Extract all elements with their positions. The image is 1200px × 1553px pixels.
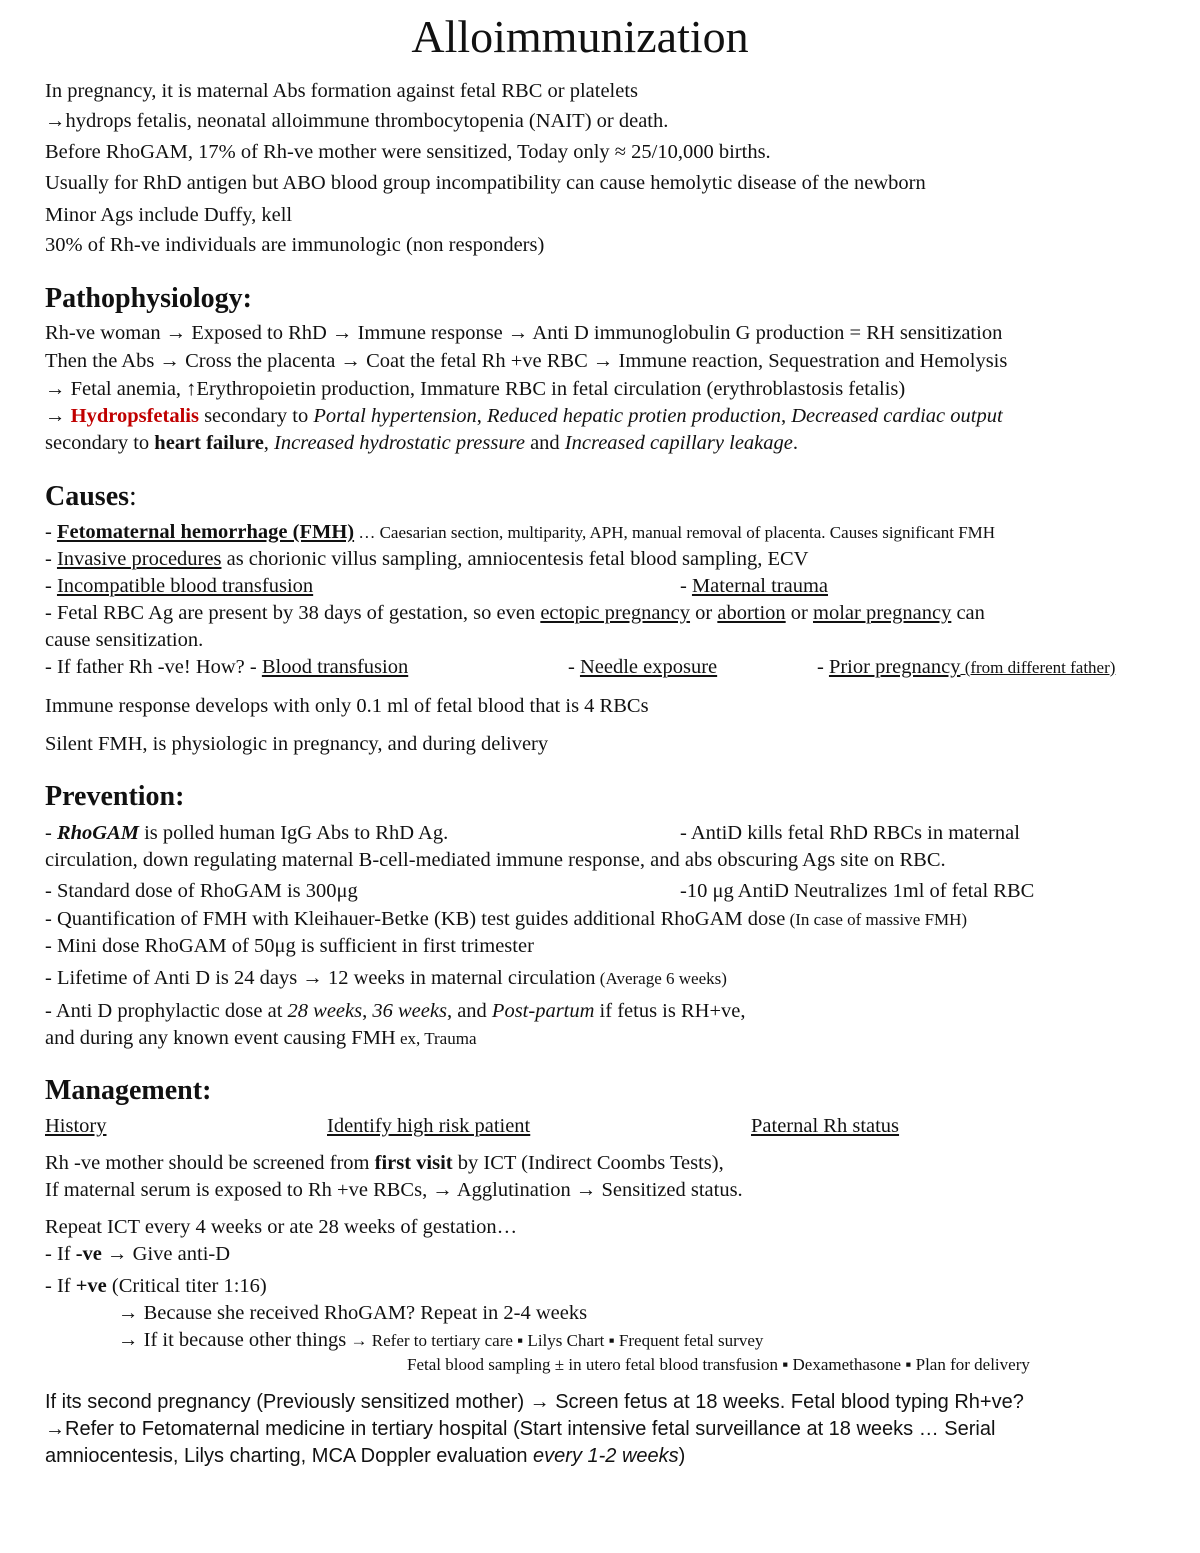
management-line-7: → If it because other things → Refer to tertiary care ▪ Lilys Chart ▪ Frequent fetal survey bbox=[118, 1329, 764, 1351]
intro-line-5: Minor Ags include Duffy, kell bbox=[45, 204, 293, 226]
intro-line-2: →hydrops fetalis, neonatal alloimmune thrombocytopenia (NAIT) or death. bbox=[45, 110, 669, 132]
text: . bbox=[792, 432, 798, 454]
management-col-paternal: Paternal Rh status bbox=[751, 1115, 900, 1137]
heart-failure-term: heart failure bbox=[154, 432, 264, 454]
management-line-4: - If -ve → Give anti-D bbox=[45, 1243, 231, 1265]
prevention-line-7: - Anti D prophylactic dose at 28 weeks, 36 weeks, and Post-partum if fetus is RH+ve, bbox=[45, 1000, 746, 1022]
cause-term: Increased hydrostatic pressure bbox=[274, 432, 525, 454]
hydrops-fetalis-term: Hydropsfetalis bbox=[70, 405, 199, 427]
causes-line-6a: - If father Rh -ve! How? - Blood transfusion bbox=[45, 656, 409, 678]
patho-line-2: Then the Abs → Cross the placenta → Coat the fetal Rh +ve RBC → Immune reaction, Sequestration and Hemolysis bbox=[45, 350, 1008, 372]
pathophysiology-heading: Pathophysiology: bbox=[45, 283, 252, 314]
page-title: Alloimmunization bbox=[411, 11, 749, 62]
management-line-6: → Because she received RhoGAM? Repeat in 2-4 weeks bbox=[118, 1302, 588, 1324]
intro-line-1: In pregnancy, it is maternal Abs formation against fetal RBC or platelets bbox=[45, 80, 639, 102]
text: , bbox=[263, 432, 275, 454]
second-pregnancy-line-2: →Refer to Fetomaternal medicine in tertiary hospital (Start intensive fetal surveillance at 18 weeks … Serial bbox=[45, 1418, 996, 1440]
management-col-history: History bbox=[45, 1115, 107, 1137]
cause-term: Increased capillary leakage bbox=[564, 432, 793, 454]
causes-line-6c: - Prior pregnancy (from different father) bbox=[817, 656, 1116, 678]
causes-heading: Causes: bbox=[45, 481, 137, 512]
arrow-glyph: → bbox=[45, 405, 71, 427]
second-pregnancy-line-1: If its second pregnancy (Previously sensitized mother) → Screen fetus at 18 weeks. Fetal blood typing Rh+ve? bbox=[45, 1391, 1024, 1413]
patho-line-5 bbox=[45, 433, 798, 454]
text: , bbox=[781, 405, 792, 427]
prevention-line-6: - Lifetime of Anti D is 24 days → 12 weeks in maternal circulation (Average 6 weeks) bbox=[45, 967, 727, 989]
rhogam-term: RhoGAM bbox=[56, 822, 139, 844]
cause-term: Portal hypertension bbox=[313, 405, 477, 427]
cause-term: Reduced hepatic protien production bbox=[487, 405, 781, 427]
intro-line-3: Before RhoGAM, 17% of Rh-ve mother were sensitized, Today only ≈ 25/10,000 births. bbox=[45, 141, 771, 163]
prevention-line-1-right: - AntiD kills fetal RhD RBCs in maternal bbox=[680, 822, 1020, 844]
text: secondary to bbox=[198, 405, 314, 427]
cause-term: Decreased cardiac output bbox=[791, 405, 1003, 427]
causes-line-3: - Incompatible blood transfusion bbox=[45, 575, 314, 597]
causes-line-4: - Fetal RBC Ag are present by 38 days of gestation, so even ectopic pregnancy or abortion or molar pregnancy can bbox=[45, 602, 985, 624]
prevention-line-4: - Quantification of FMH with Kleihauer-Betke (KB) test guides additional RhoGAM dose (In case of massive FMH) bbox=[45, 908, 968, 930]
patho-line-1: Rh-ve woman → Exposed to RhD → Immune response → Anti D immunoglobulin G production = RH sensitization bbox=[45, 322, 1003, 344]
causes-line-6b: - Needle exposure bbox=[568, 656, 718, 678]
prevention-line-2: circulation, down regulating maternal B-cell-mediated immune response, and abs obscuring Ags site on RBC. bbox=[45, 849, 946, 871]
management-line-5: - If +ve (Critical titer 1:16) bbox=[45, 1275, 267, 1297]
prevention-line-3: - Standard dose of RhoGAM is 300μg bbox=[45, 880, 358, 902]
patho-line-3: → Fetal anemia, ↑Erythropoietin production, Immature RBC in fetal circulation (erythroblastosis fetalis) bbox=[45, 378, 906, 400]
causes-line-2: - Invasive procedures as chorionic villus sampling, amniocentesis fetal blood sampling, ECV bbox=[45, 548, 809, 570]
management-line-2: If maternal serum is exposed to Rh +ve RBCs, → Agglutination → Sensitized status. bbox=[45, 1179, 743, 1201]
causes-line-1: - Fetomaternal hemorrhage (FMH) … Caesarian section, multiparity, APH, manual removal of placenta. Causes significant FMH bbox=[45, 521, 996, 543]
management-line-8: Fetal blood sampling ± in utero fetal blood transfusion ▪ Dexamethasone ▪ Plan for delivery bbox=[407, 1355, 1030, 1374]
text: , bbox=[476, 405, 488, 427]
fmh-term: Fetomaternal hemorrhage (FMH) bbox=[56, 521, 355, 543]
text: and bbox=[524, 432, 565, 454]
prevention-line-8: and during any known event causing FMH ex, Trauma bbox=[45, 1027, 477, 1049]
prevention-line-3-right: -10 μg AntiD Neutralizes 1ml of fetal RBC bbox=[680, 880, 1035, 902]
prevention-line-5: - Mini dose RhoGAM of 50μg is sufficient in first trimester bbox=[45, 935, 534, 957]
causes-line-7: Immune response develops with only 0.1 ml of fetal blood that is 4 RBCs bbox=[45, 695, 649, 717]
management-heading: Management: bbox=[45, 1075, 212, 1106]
intro-line-6: 30% of Rh-ve individuals are immunologic (non responders) bbox=[45, 234, 545, 256]
prevention-heading: Prevention: bbox=[45, 781, 185, 812]
text: secondary to bbox=[45, 432, 155, 454]
management-line-3: Repeat ICT every 4 weeks or ate 28 weeks of gestation… bbox=[45, 1216, 518, 1238]
patho-line-4 bbox=[45, 406, 1003, 427]
causes-line-3b: - Maternal trauma bbox=[680, 575, 828, 597]
prevention-line-1: - RhoGAM is polled human IgG Abs to RhD Ag. bbox=[45, 822, 449, 844]
causes-line-5: cause sensitization. bbox=[45, 629, 204, 651]
management-col-risk: Identify high risk patient bbox=[327, 1115, 531, 1137]
intro-line-4: Usually for RhD antigen but ABO blood group incompatibility can cause hemolytic disease of the newborn bbox=[45, 172, 926, 194]
second-pregnancy-line-3: amniocentesis, Lilys charting, MCA Doppler evaluation every 1-2 weeks) bbox=[45, 1445, 686, 1467]
causes-line-8: Silent FMH, is physiologic in pregnancy, and during delivery bbox=[45, 733, 549, 755]
management-line-1: Rh -ve mother should be screened from first visit by ICT (Indirect Coombs Tests), bbox=[45, 1152, 724, 1174]
